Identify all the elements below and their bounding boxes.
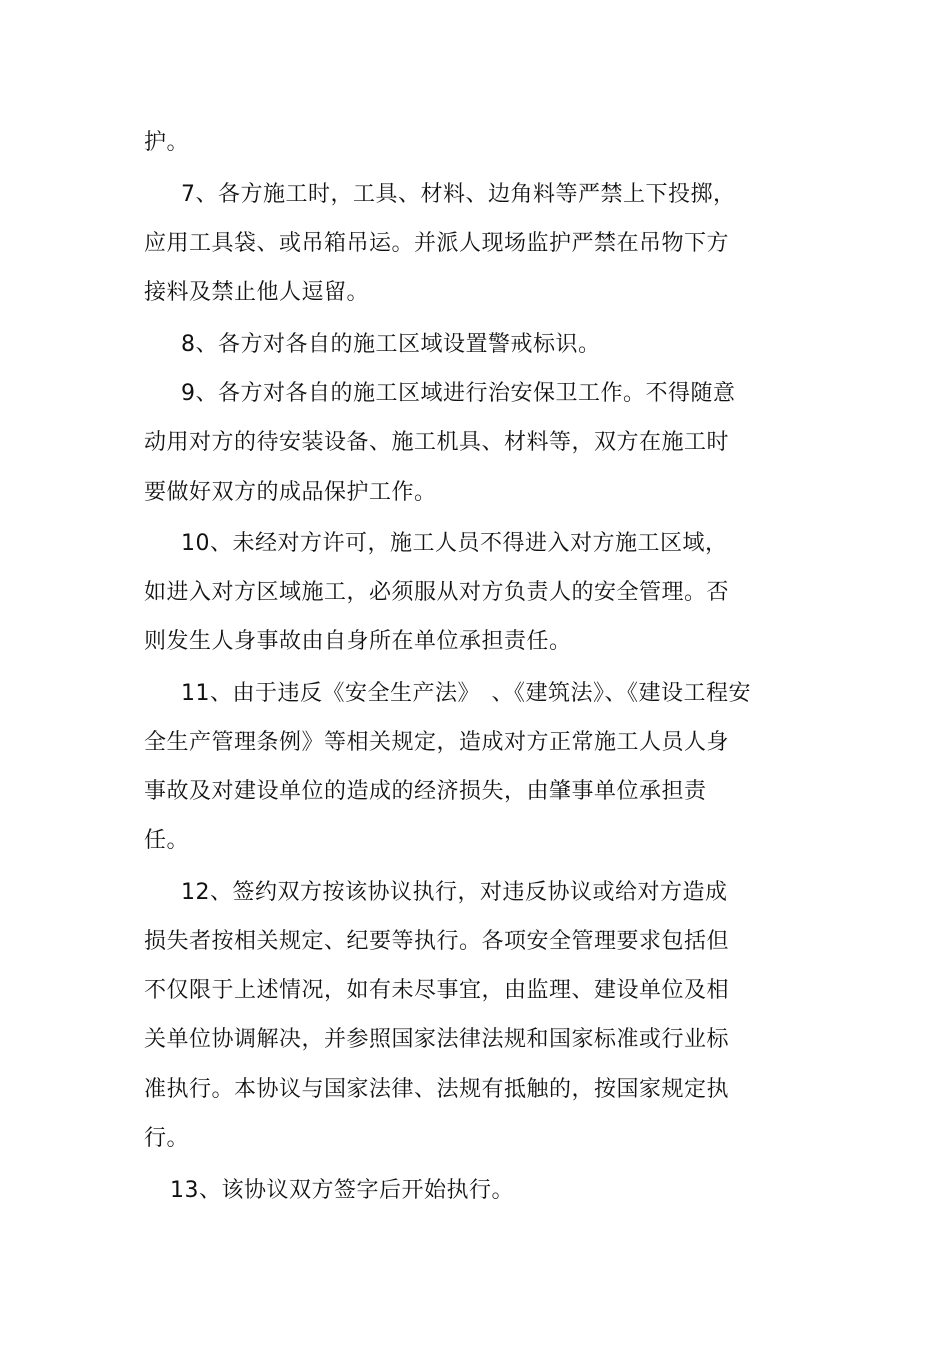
- text-line: 要做好双方的成品保护工作。: [144, 480, 437, 505]
- text-line: 11、由于违反《安全生产法》 、《建筑法》、《建设工程安: [181, 681, 751, 706]
- text-line: 如进入对方区域施工，必须服从对方负责人的安全管理。否: [144, 580, 730, 605]
- text-line: 应用工具袋、或吊箱吊运。并派人现场监护严禁在吊物下方: [144, 231, 730, 256]
- text-line: 接料及禁止他人逗留。: [144, 280, 370, 305]
- text-line: 7、各方施工时，工具、材料、边角料等严禁上下投掷，: [181, 182, 736, 207]
- text-line: 不仅限于上述情况，如有未尽事宜，由监理、建设单位及相: [144, 978, 730, 1003]
- text-line: 13、该协议双方签字后开始执行。: [170, 1178, 514, 1203]
- text-line: 事故及对建设单位的造成的经济损失，由肇事单位承担责: [144, 779, 707, 804]
- text-line: 12、签约双方按该协议执行，对违反协议或给对方造成: [181, 880, 728, 905]
- text-line: 全生产管理条例》等相关规定，造成对方正常施工人员人身: [144, 730, 730, 755]
- text-line: 9、各方对各自的施工区域进行治安保卫工作。不得随意: [181, 381, 736, 406]
- text-line: 关单位协调解决，并参照国家法律法规和国家标准或行业标: [144, 1027, 730, 1052]
- text-line: 则发生人身事故由自身所在单位承担责任。: [144, 629, 572, 654]
- text-line: 行。: [144, 1126, 190, 1151]
- text-line: 8、各方对各自的施工区域设置警戒标识。: [181, 332, 601, 357]
- text-line: 损失者按相关规定、纪要等执行。各项安全管理要求包括但: [144, 929, 730, 954]
- text-line: 护。: [144, 130, 190, 155]
- text-line: 动用对方的待安装设备、施工机具、材料等，双方在施工时: [144, 430, 730, 455]
- text-line: 准执行。本协议与国家法律、法规有抵触的，按国家规定执: [144, 1077, 730, 1102]
- text-line: 任。: [144, 828, 190, 853]
- text-line: 10、未经对方许可，施工人员不得进入对方施工区域，: [181, 531, 728, 556]
